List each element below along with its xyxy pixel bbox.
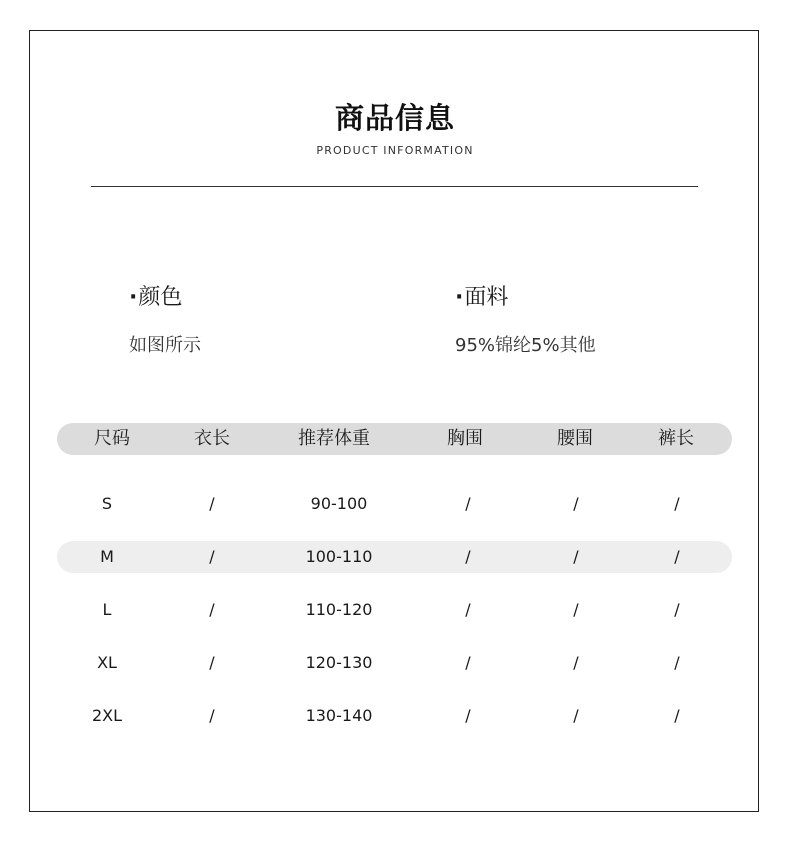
- cell-weight: 130-140: [305, 706, 373, 725]
- cell-waist: /: [573, 706, 579, 725]
- cell-weight: 100-110: [305, 547, 373, 566]
- cell-pant-length: /: [674, 653, 680, 672]
- fabric-attribute: [455, 280, 596, 357]
- page-title: 商品信息: [334, 101, 455, 135]
- page-subtitle: PRODUCT INFORMATION: [316, 144, 474, 157]
- title-divider: [91, 186, 698, 187]
- column-header-chest: 胸围: [447, 428, 483, 449]
- cell-waist: /: [573, 494, 579, 513]
- cell-weight: 120-130: [305, 653, 373, 672]
- cell-size: XL: [97, 653, 117, 672]
- column-header-size: 尺码: [94, 428, 130, 449]
- cell-waist: /: [573, 600, 579, 619]
- cell-pant-length: /: [674, 706, 680, 725]
- cell-length: /: [209, 494, 215, 513]
- cell-weight: 90-100: [310, 494, 368, 513]
- fabric-attribute-title: [455, 280, 596, 311]
- cell-pant-length: /: [674, 494, 680, 513]
- cell-chest: /: [465, 706, 471, 725]
- color-attribute: [129, 280, 201, 357]
- cell-length: /: [209, 547, 215, 566]
- color-value: 如图所示: [129, 335, 201, 356]
- fabric-label: 面料: [464, 285, 509, 310]
- table-row: [57, 594, 732, 626]
- cell-pant-length: /: [674, 600, 680, 619]
- table-row: [57, 700, 732, 732]
- cell-waist: /: [573, 547, 579, 566]
- color-label: 颜色: [138, 285, 183, 310]
- fabric-value: 95%锦纶5%其他: [455, 335, 596, 356]
- cell-size: 2XL: [91, 706, 123, 725]
- column-header-waist: 腰围: [557, 428, 593, 449]
- cell-chest: /: [465, 494, 471, 513]
- cell-length: /: [209, 653, 215, 672]
- cell-weight: 110-120: [305, 600, 373, 619]
- size-table-header: [57, 423, 732, 455]
- cell-length: /: [209, 600, 215, 619]
- column-header-pant-length: 裤长: [658, 428, 694, 449]
- cell-chest: /: [465, 547, 471, 566]
- column-header-length: 衣长: [194, 428, 230, 449]
- cell-length: /: [209, 706, 215, 725]
- color-attribute-title: [129, 280, 201, 311]
- cell-waist: /: [573, 653, 579, 672]
- column-header-weight: 推荐体重: [298, 428, 370, 449]
- cell-chest: /: [465, 600, 471, 619]
- bullet-dot: ·: [455, 285, 464, 310]
- cell-size: S: [101, 494, 113, 513]
- cell-size: M: [100, 547, 114, 566]
- cell-pant-length: /: [674, 547, 680, 566]
- table-row: [57, 541, 732, 573]
- cell-size: L: [102, 600, 112, 619]
- cell-chest: /: [465, 653, 471, 672]
- table-row: [57, 647, 732, 679]
- table-row: [57, 488, 732, 520]
- bullet-dot: ·: [129, 285, 138, 310]
